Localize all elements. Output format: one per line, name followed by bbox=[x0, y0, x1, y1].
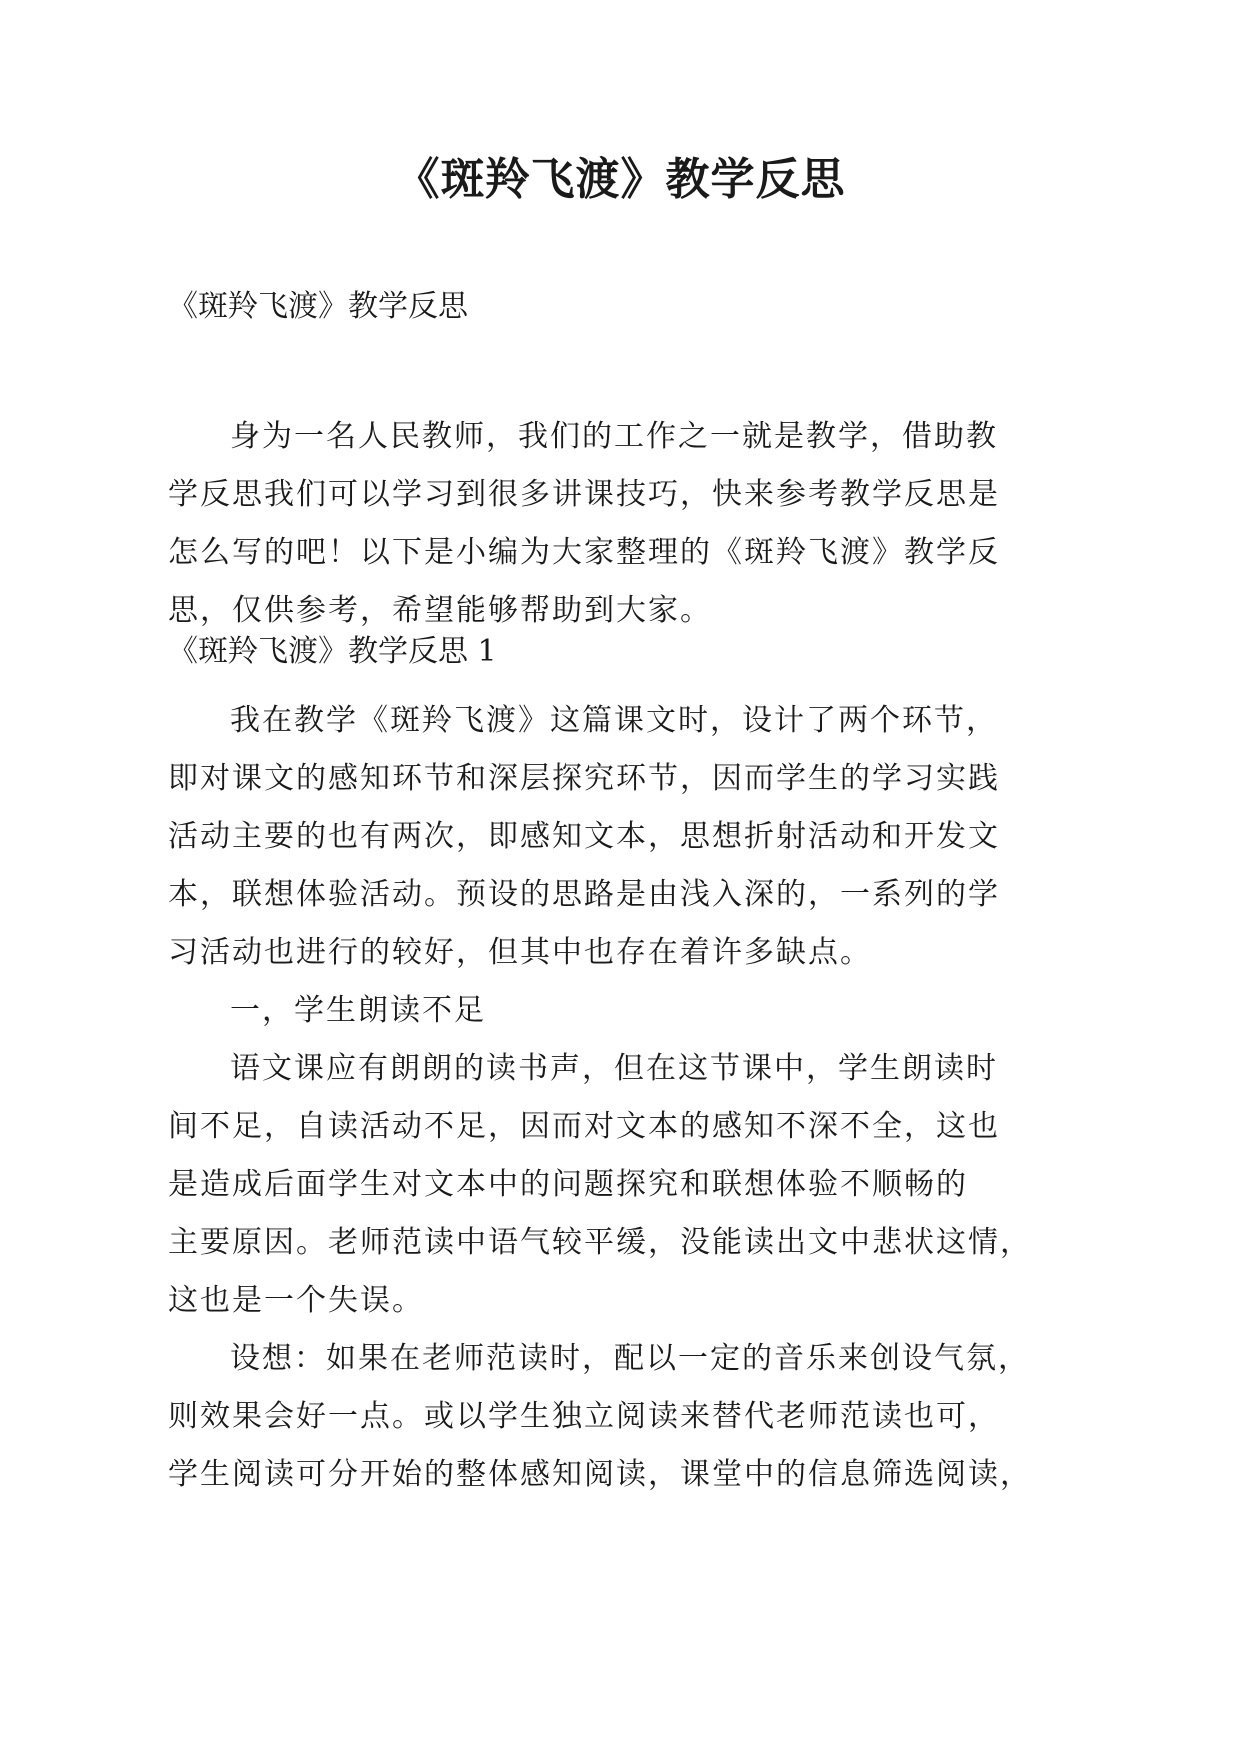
body-line: 习活动也进行的较好，但其中也存在着许多缺点。 bbox=[168, 935, 872, 970]
document-subtitle: 《斑羚飞渡》教学反思 bbox=[168, 289, 468, 324]
body-line: 则效果会好一点。或以学生独立阅读来替代老师范读也可， bbox=[168, 1399, 1000, 1434]
body-line: 本，联想体验活动。预设的思路是由浅入深的，一系列的学 bbox=[168, 877, 1000, 912]
intro-line: 思，仅供参考，希望能够帮助到大家。 bbox=[168, 593, 712, 628]
body-line: 我在教学《斑羚飞渡》这篇课文时，设计了两个环节， bbox=[230, 703, 998, 738]
section-1 bbox=[168, 632, 1068, 1504]
intro-line: 怎么写的吧！以下是小编为大家整理的《斑羚飞渡》教学反 bbox=[168, 535, 1000, 570]
document-title: 《斑羚飞渡》教学反思 bbox=[395, 154, 846, 205]
intro-paragraph bbox=[168, 408, 1068, 640]
body-line: 主要原因。老师范读中语气较平缓，没能读出文中悲状这情， bbox=[168, 1225, 1032, 1260]
body-line: 即对课文的感知环节和深层探究环节，因而学生的学习实践 bbox=[168, 761, 1000, 796]
section-body bbox=[168, 692, 1068, 1504]
intro-line: 身为一名人民教师，我们的工作之一就是教学，借助教 bbox=[230, 419, 998, 454]
section-heading: 《斑羚飞渡》教学反思 1 bbox=[168, 634, 497, 669]
body-line: 活动主要的也有两次，即感知文本，思想折射活动和开发文 bbox=[168, 819, 1000, 854]
intro-line: 学反思我们可以学习到很多讲课技巧，快来参考教学反思是 bbox=[168, 477, 1000, 512]
body-line: 这也是一个失误。 bbox=[168, 1283, 424, 1318]
subheading-line: 一，学生朗读不足 bbox=[230, 993, 486, 1028]
body-line: 学生阅读可分开始的整体感知阅读，课堂中的信息筛选阅读， bbox=[168, 1457, 1032, 1492]
body-line: 间不足，自读活动不足，因而对文本的感知不深不全，这也 bbox=[168, 1109, 1000, 1144]
body-line: 设想：如果在老师范读时，配以一定的音乐来创设气氛， bbox=[230, 1341, 1030, 1376]
body-line: 是造成后面学生对文本中的问题探究和联想体验不顺畅的 bbox=[168, 1167, 968, 1202]
body-line: 语文课应有朗朗的读书声，但在这节课中，学生朗读时 bbox=[230, 1051, 998, 1086]
